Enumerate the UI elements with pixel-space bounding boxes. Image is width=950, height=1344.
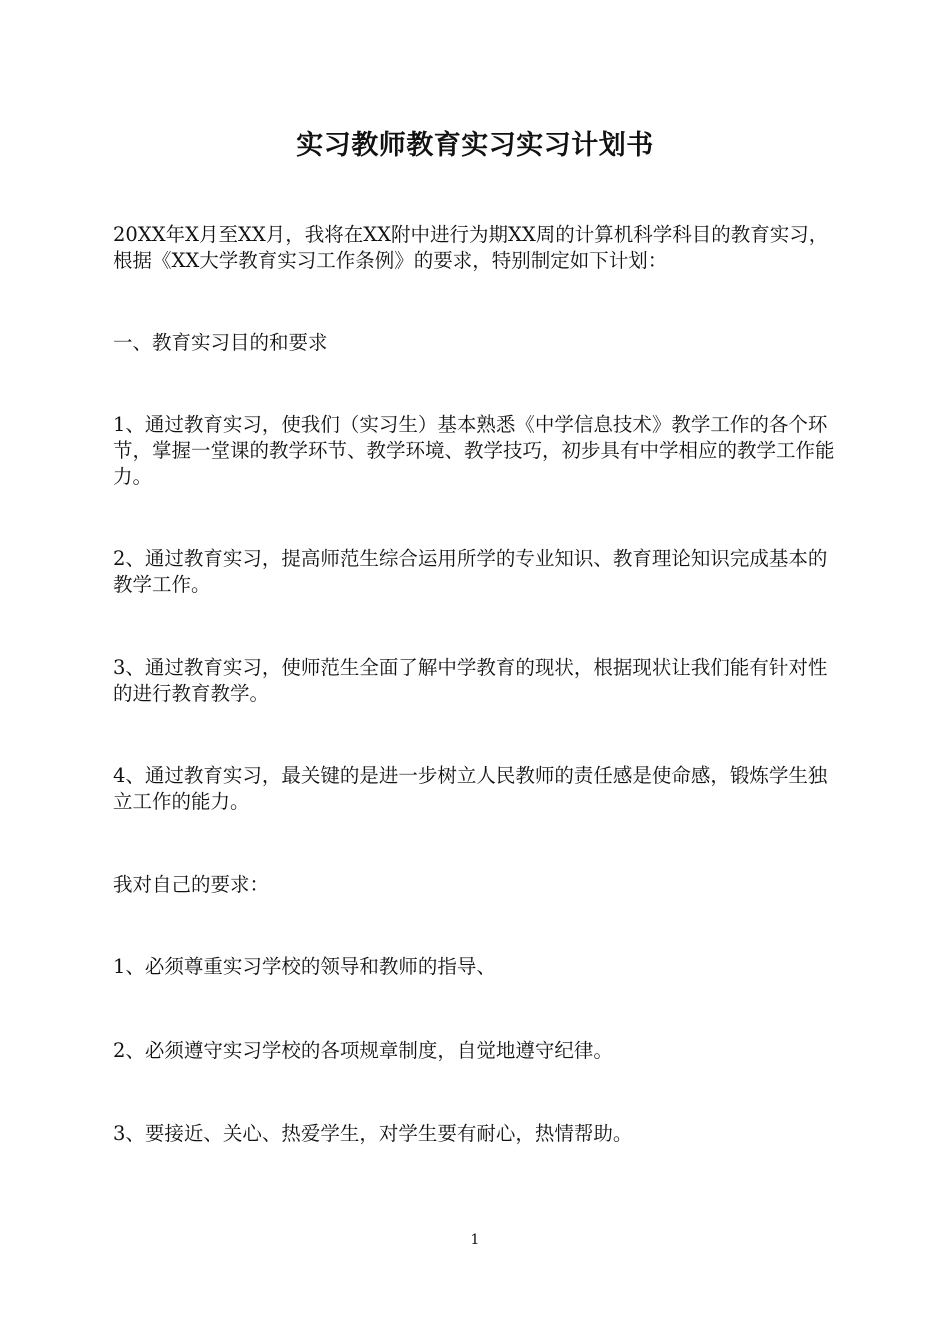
requirement-item-3: 3、要接近、关心、热爱学生，对学生要有耐心，热情帮助。 — [113, 1122, 633, 1145]
requirement-item-2: 2、必须遵守实习学校的各项规章制度，自觉地遵守纪律。 — [113, 1039, 613, 1062]
page-number: 1 — [470, 1232, 480, 1248]
document-title: 实习教师教育实习实习计划书 — [296, 130, 654, 161]
section-heading-goals: 一、教育实习目的和要求 — [113, 331, 328, 354]
requirement-item-1: 1、必须尊重实习学校的领导和教师的指导、 — [113, 955, 496, 978]
goal-paragraph-4: 4、通过教育实习，最关键的是进一步树立人民教师的责任感是使命感，锻炼学生独立工作的能力。 — [113, 764, 828, 813]
goal-paragraph-2: 2、通过教育实习，提高师范生综合运用所学的专业知识、教育理论知识完成基本的教学工作。 — [113, 547, 828, 596]
goal-paragraph-3: 3、通过教育实习，使师范生全面了解中学教育的现状，根据现状让我们能有针对性的进行教育教学。 — [113, 656, 828, 705]
intro-paragraph: 20XX年X月至XX月，我将在XX附中进行为期XX周的计算机科学科目的教育实习，根据《XX大学教育实习工作条例》的要求，特别制定如下计划： — [113, 223, 829, 272]
goal-paragraph-1: 1、通过教育实习，使我们（实习生）基本熟悉《中学信息技术》教学工作的各个环节，掌握一堂课的教学环节、教学环境、教学技巧，初步具有中学相应的教学工作能力。 — [113, 413, 835, 488]
self-requirements-heading: 我对自己的要求： — [113, 873, 270, 896]
